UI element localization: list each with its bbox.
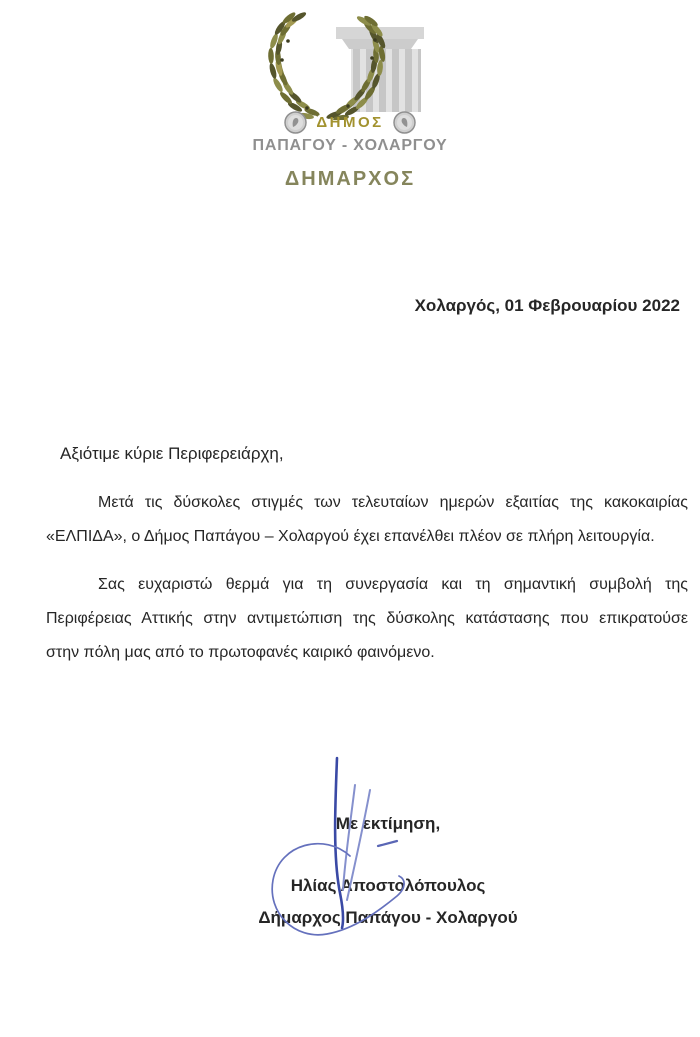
paragraph-1-line-1: Μετά τις δύσκολες στιγμές των τελευταίων ημερών εξαιτίας της κακοκαιρίας — [98, 494, 688, 511]
paragraph-2-line-3: στην πόλη μας από το πρωτοφανές καιρικό φαινόμενο. — [46, 644, 435, 661]
paragraph-2-line-2: Περιφέρειας Αττικής στην αντιμετώπιση της δύσκολης κατάστασης που επικρατούσε — [46, 610, 688, 627]
signatory-title: Δήμαρχος Παπάγου - Χολαργού — [258, 908, 518, 927]
salutation: Αξιότιμε κύριε Περιφερειάρχη, — [60, 444, 284, 463]
municipality-emblem — [262, 8, 438, 120]
paragraph-1-line-2: «ΕΛΠΙΔΑ», ο Δήμος Παπάγου – Χολαργού έχει επανέλθει πλέον σε πλήρη λειτουργία. — [46, 528, 655, 545]
paragraph-1 — [46, 486, 688, 554]
office-title: ΔΗΜΑΡΧΟΣ — [284, 168, 416, 190]
paragraph-2-line-1: Σας ευχαριστώ θερμά για τη συνεργασία και τη σημαντική συμβολή της — [98, 576, 688, 593]
dateline: Χολαργός, 01 Φεβρουαρίου 2022 — [414, 296, 680, 315]
coin-medallion-icon — [284, 111, 307, 134]
municipality-name: ΠΑΠΑΓΟΥ - ΧΟΛΑΡΓΟΥ — [252, 137, 448, 154]
emblem-demos-label: ΔΗΜΟΣ — [316, 114, 384, 131]
closing-phrase: Με εκτίμηση, — [335, 814, 441, 833]
signatory-name: Ηλίας Αποστολόπουλος — [290, 876, 486, 895]
emblem-demos-row — [0, 111, 700, 134]
coin-medallion-icon — [393, 111, 416, 134]
paragraph-2 — [46, 568, 688, 670]
